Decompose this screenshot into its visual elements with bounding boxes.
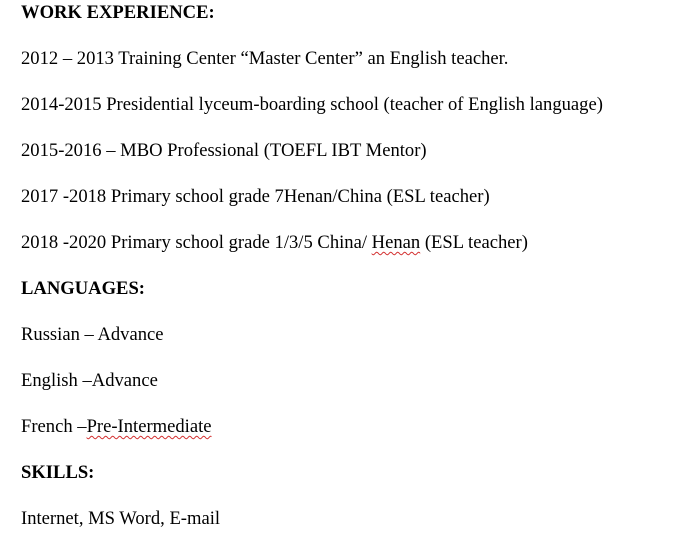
work-experience-item <box>21 232 528 254</box>
language-item-text: French – <box>21 416 87 437</box>
work-experience-item: 2015-2016 – MBO Professional (TOEFL IBT Mentor) <box>21 140 427 161</box>
work-experience-heading: WORK EXPERIENCE: <box>21 2 215 23</box>
language-item <box>21 416 212 438</box>
skills-item: Internet, MS Word, E-mail <box>21 508 221 529</box>
spelling-flagged-word[interactable]: Pre-Intermediate <box>86 416 212 437</box>
spelling-flagged-word[interactable]: Henan <box>371 232 421 253</box>
skills-heading: SKILLS: <box>21 462 95 483</box>
language-item: Russian – Advance <box>21 324 164 345</box>
languages-heading: LANGUAGES: <box>21 278 145 299</box>
work-experience-item-text: (ESL teacher) <box>420 232 528 253</box>
language-item: English –Advance <box>21 370 158 391</box>
work-experience-item: 2017 -2018 Primary school grade 7Henan/China (ESL teacher) <box>21 186 490 207</box>
work-experience-item-text: 2018 -2020 Primary school grade 1/3/5 China/ <box>21 232 372 253</box>
work-experience-item: 2014-2015 Presidential lyceum-boarding school (teacher of English language) <box>21 94 603 115</box>
work-experience-item: 2012 – 2013 Training Center “Master Center” an English teacher. <box>21 48 509 69</box>
